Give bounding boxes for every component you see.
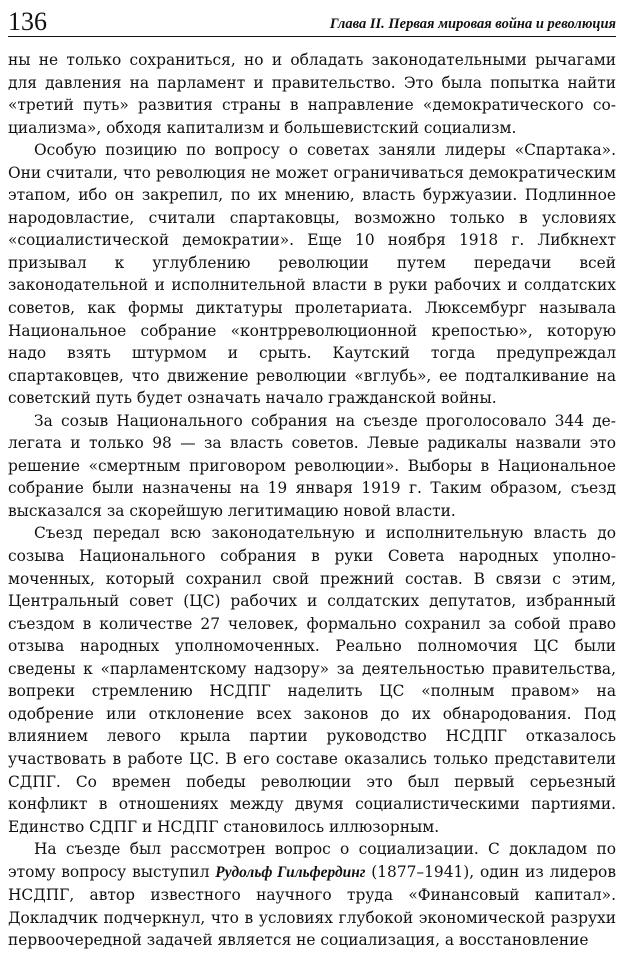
paragraph-central-council: Съезд передал всю законодательную и исполнительную власть до созыва Национального собрания в руки Совета народных уполномоченных, который сохранил свой прежний состав. В связи с этим, Центральный совет (ЦС) рабочих и солдатских депутатов, избранный съездом в количестве 27 человек, формально сохранил за собой право отзыва народных уполномоченных. Реально полномочия ЦС были сведены к «парламентскому надзору» за деятельностью правительства, вопреки стремлению НСДПГ наделить ЦС «полным правом» на одобрение или отклонение всех законов до их обнародования. Под влиянием левого крыла партии руководство НСДПГ отказалось участвовать в работе ЦС. В его составе оказались только представители СДПГ. Со времен победы революции это был первый серьезный конфликт в отношениях между двумя социалистическими партиями. Единство СДПГ и НСДПГ становилось иллюзорным. [8,524,616,836]
paragraph-vote: За созыв Национального собрания на съезде проголосовало 344 делегата и только 98 — за власть советов. Левые радикалы назвали это решение «смертным приговором революции». Выборы в Национальное собрание были назначены на 19 января 1919 г. Таким образом, съезд высказался за скорейшую легитимацию новой власти. [8,411,616,520]
socialization-text-start: На съезде был рассмотрен вопрос о социализации. С докладом по этому вопросу выступил [8,840,616,881]
page-number: 136 [8,7,47,36]
paragraph-spartacus: Особую позицию по вопросу о советах заняли лидеры «Спартака». Они считали, что революция не может ограничиваться демократическим этапом, ибо он закрепил, по их мнению, власть буржуазии. Подлинное народовластие, считали спартаковцы, возможно только в условиях «социалистической демократии». Еще 10 ноября 1918 г. Либкнехт призывал к углублению революции путем передачи всей законодательной и исполнительной власти в руки рабочих и солдатских советов, как формы диктатуры пролетариата. Люксембург называла Национальное собрание «контрреволюционной крепостью», которую надо взять штурмом и срыть. Каутский тогда предупреждал спартаковцев, что движение революции «вглубь», ее подталкивание на советский путь будет означать начало гражданской войны. [8,141,616,408]
socialization-text-end: (1877–1941), один из лидеров НСДПГ, автор известного научного труда «Финансовый капитал». Докладчик подчеркнул, что в условиях глубокой экономической разрухи первоочередной задачей является не социализация, а восстановление [8,862,616,950]
page-header [8,4,616,37]
body-text [8,49,616,952]
person-name: Рудольф Гильфердинг [215,863,366,881]
paragraph-socialization [8,838,616,952]
running-head: Глава II. Первая мировая война и революция [329,16,616,32]
paragraph-continuation: ны не только сохраниться, но и обладать законодательными рычагами для давления на парламент и правительство. Это была попытка найти «третий путь» развития страны в направление «демократического социализма», обходя капитализм и большевистский социализм. [8,51,616,137]
